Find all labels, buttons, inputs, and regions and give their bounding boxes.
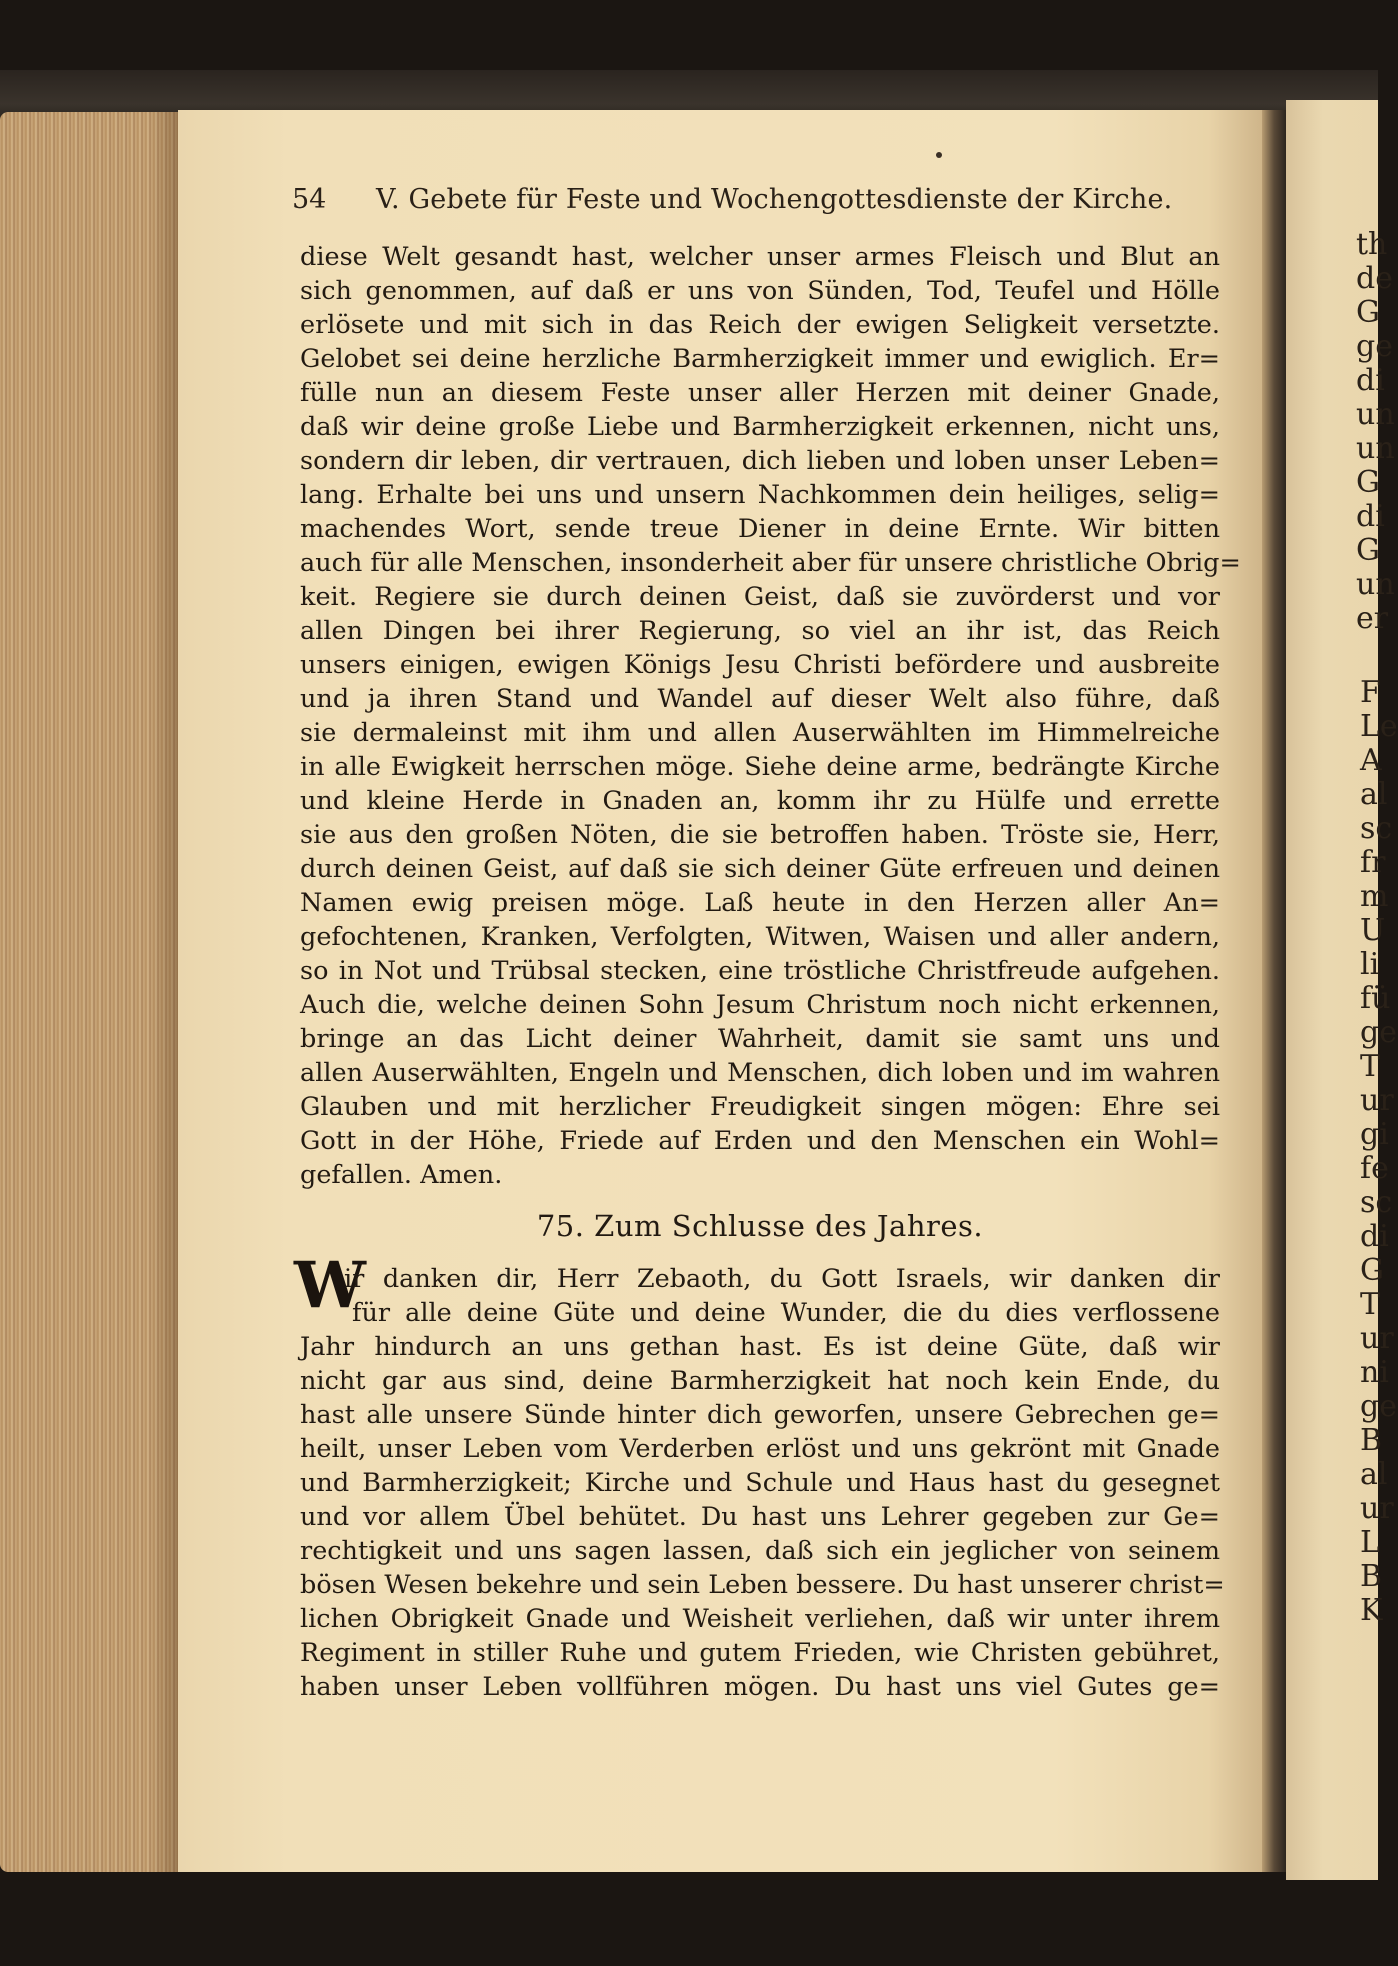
text-line: heilt, unser Leben vom Verderben erlöst und uns gekrönt mit Gnade [300, 1434, 1220, 1464]
next-page-fragment: ge [1356, 329, 1393, 364]
next-page-fragment: F [1360, 675, 1381, 710]
next-page-fragment: ni [1360, 1355, 1389, 1390]
text-line: gefallen. Amen. [300, 1160, 503, 1190]
text-line: bringe an das Licht deiner Wahrheit, damit sie samt uns und [300, 1024, 1220, 1054]
text-line: und Barmherzigkeit; Kirche und Schule und Haus hast du gesegnet [300, 1468, 1220, 1498]
next-page-fragment: ge [1360, 1389, 1397, 1424]
text-line: keit. Regiere sie durch deinen Geist, daß sie zuvörderst und vor [300, 582, 1220, 612]
text-line: unsers einigen, ewigen Königs Jesu Christi befördere und ausbreite [300, 650, 1220, 680]
text-line: sondern dir leben, dir vertrauen, dich lieben und loben unser Leben= [300, 446, 1220, 476]
drop-initial: W [294, 1248, 366, 1323]
page-number: 54 [292, 184, 327, 215]
text-line: Jahr hindurch an uns gethan hast. Es ist deine Güte, daß wir [300, 1332, 1220, 1362]
text-line: haben unser Leben vollführen mögen. Du hast uns viel Gutes ge= [300, 1672, 1220, 1702]
text-line: Auch die, welche deinen Sohn Jesum Christum noch nicht erkennen, [300, 990, 1220, 1020]
next-page-fragment: ur [1360, 1491, 1394, 1526]
next-page-fragment: Le [1360, 709, 1398, 744]
text-line: ir danken dir, Herr Zebaoth, du Gott Israels, wir danken dir [344, 1264, 1220, 1294]
next-page-fragment: di [1356, 499, 1385, 534]
text-line: sich genommen, auf daß er uns von Sünden, Tod, Teufel und Hölle [300, 276, 1220, 306]
next-page-fragment: K [1360, 1593, 1383, 1628]
next-page-fragment: T [1360, 1049, 1381, 1084]
text-line: durch deinen Geist, auf daß sie sich deiner Güte erfreuen und deinen [300, 854, 1220, 884]
text-line: lichen Obrigkeit Gnade und Weisheit verliehen, daß wir unter ihrem [300, 1604, 1220, 1634]
next-page-fragment: un [1356, 431, 1395, 466]
text-line: Regiment in stiller Ruhe und gutem Frieden, wie Christen gebühret, [300, 1638, 1220, 1668]
next-page-fragment: G [1356, 295, 1380, 330]
text-line: sie aus den großen Nöten, die sie betroffen haben. Tröste sie, Herr, [300, 820, 1220, 850]
next-page-fragment: di [1360, 1219, 1389, 1254]
next-page-fragment: un [1356, 397, 1395, 432]
next-page-fragment: U [1360, 913, 1386, 948]
next-page-fragment: un [1356, 567, 1395, 602]
next-page-fragment: ur [1360, 1083, 1394, 1118]
text-line: auch für alle Menschen, insonderheit aber für unsere christliche Obrig= [300, 548, 1241, 578]
next-page-fragment: T [1360, 1287, 1381, 1322]
next-page-fragment: ge [1360, 1015, 1397, 1050]
text-line: diese Welt gesandt hast, welcher unser armes Fleisch und Blut an [300, 242, 1220, 272]
text-line: Glauben und mit herzlicher Freudigkeit singen mögen: Ehre sei [300, 1092, 1220, 1122]
section-heading: 75. Zum Schlusse des Jahres. [536, 1209, 984, 1243]
next-page-fragment: G [1360, 1253, 1384, 1288]
text-line: Gott in der Höhe, Friede auf Erden und den Menschen ein Wohl= [300, 1126, 1220, 1156]
text-line: erlösete und mit sich in das Reich der ewigen Seligkeit versetzte. [300, 310, 1220, 340]
next-page-fragment: th [1356, 227, 1388, 262]
text-line: rechtigkeit und uns sagen lassen, daß sich ein jeglicher von seinem [300, 1536, 1220, 1566]
text-line: nicht gar aus sind, deine Barmherzigkeit hat noch kein Ende, du [300, 1366, 1220, 1396]
text-line: sie dermaleinst mit ihm und allen Auserwählten im Himmelreiche [300, 718, 1220, 748]
next-page-fragment: al [1360, 777, 1388, 812]
next-page-fragment: al [1360, 1457, 1388, 1492]
running-head-title: V. Gebete für Feste und Wochengottesdienste der Kirche. [376, 184, 1173, 215]
next-page-fragment: fr [1360, 845, 1386, 880]
text-line: fülle nun an diesem Feste unser aller Herzen mit deiner Gnade, [300, 378, 1220, 408]
next-page-fragment: di [1356, 363, 1385, 398]
next-page-fragment: de [1356, 261, 1393, 296]
text-line: bösen Wesen bekehre und sein Leben bessere. Du hast unserer christ= [300, 1570, 1225, 1600]
text-line: Namen ewig preisen möge. Laß heute in den Herzen aller An= [300, 888, 1220, 918]
running-head [292, 184, 1232, 224]
text-line: allen Dingen bei ihrer Regierung, so viel an ihr ist, das Reich [300, 616, 1220, 646]
text-line: hast alle unsere Sünde hinter dich geworfen, unsere Gebrechen ge= [300, 1400, 1220, 1430]
next-page-fragment: li [1360, 947, 1380, 982]
next-page-fragment: sc [1360, 811, 1393, 846]
text-line: machendes Wort, sende treue Diener in deine Ernte. Wir bitten [300, 514, 1220, 544]
text-line: und vor allem Übel behütet. Du hast uns Lehrer gegeben zur Ge= [300, 1502, 1220, 1532]
text-line: Gelobet sei deine herzliche Barmherzigkeit immer und ewiglich. Er= [300, 344, 1220, 374]
text-line: allen Auserwählten, Engeln und Menschen, dich loben und im wahren [300, 1058, 1220, 1088]
next-page-fragment: G [1356, 533, 1380, 568]
text-line: so in Not und Trübsal stecken, eine tröstliche Christfreude aufgehen. [300, 956, 1220, 986]
page-speck [936, 152, 942, 158]
text-line: und kleine Herde in Gnaden an, komm ihr zu Hülfe und errette [300, 786, 1220, 816]
text-line: gefochtenen, Kranken, Verfolgten, Witwen, Waisen und aller andern, [300, 922, 1220, 952]
next-page-fragment: er [1356, 601, 1389, 636]
text-line: in alle Ewigkeit herrschen möge. Siehe deine arme, bedrängte Kirche [300, 752, 1220, 782]
next-page-edge [1286, 100, 1398, 1880]
book-gutter [1262, 110, 1286, 1872]
text-line: für alle deine Güte und deine Wunder, die du dies verflossene [352, 1298, 1220, 1328]
next-page-fragment: gi [1360, 1117, 1389, 1152]
next-page-fragment: m [1360, 879, 1389, 914]
text-line: lang. Erhalte bei uns und unsern Nachkommen dein heiliges, selig= [300, 480, 1220, 510]
next-page-fragment: L [1360, 1525, 1380, 1560]
next-page-fragment: sc [1360, 1185, 1393, 1220]
next-page-fragment: ur [1360, 1321, 1394, 1356]
next-page-fragment: fe [1360, 1151, 1389, 1186]
next-page-fragment: A [1360, 743, 1382, 778]
text-line: und ja ihren Stand und Wandel auf dieser Welt also führe, daß [300, 684, 1220, 714]
text-line: daß wir deine große Liebe und Barmherzigkeit erkennen, nicht uns, [300, 412, 1220, 442]
next-page-fragment: G [1356, 465, 1380, 500]
next-page-fragment: B [1360, 1559, 1383, 1594]
next-page-fragment: B [1360, 1423, 1383, 1458]
next-page-fragment: fü [1360, 981, 1391, 1016]
